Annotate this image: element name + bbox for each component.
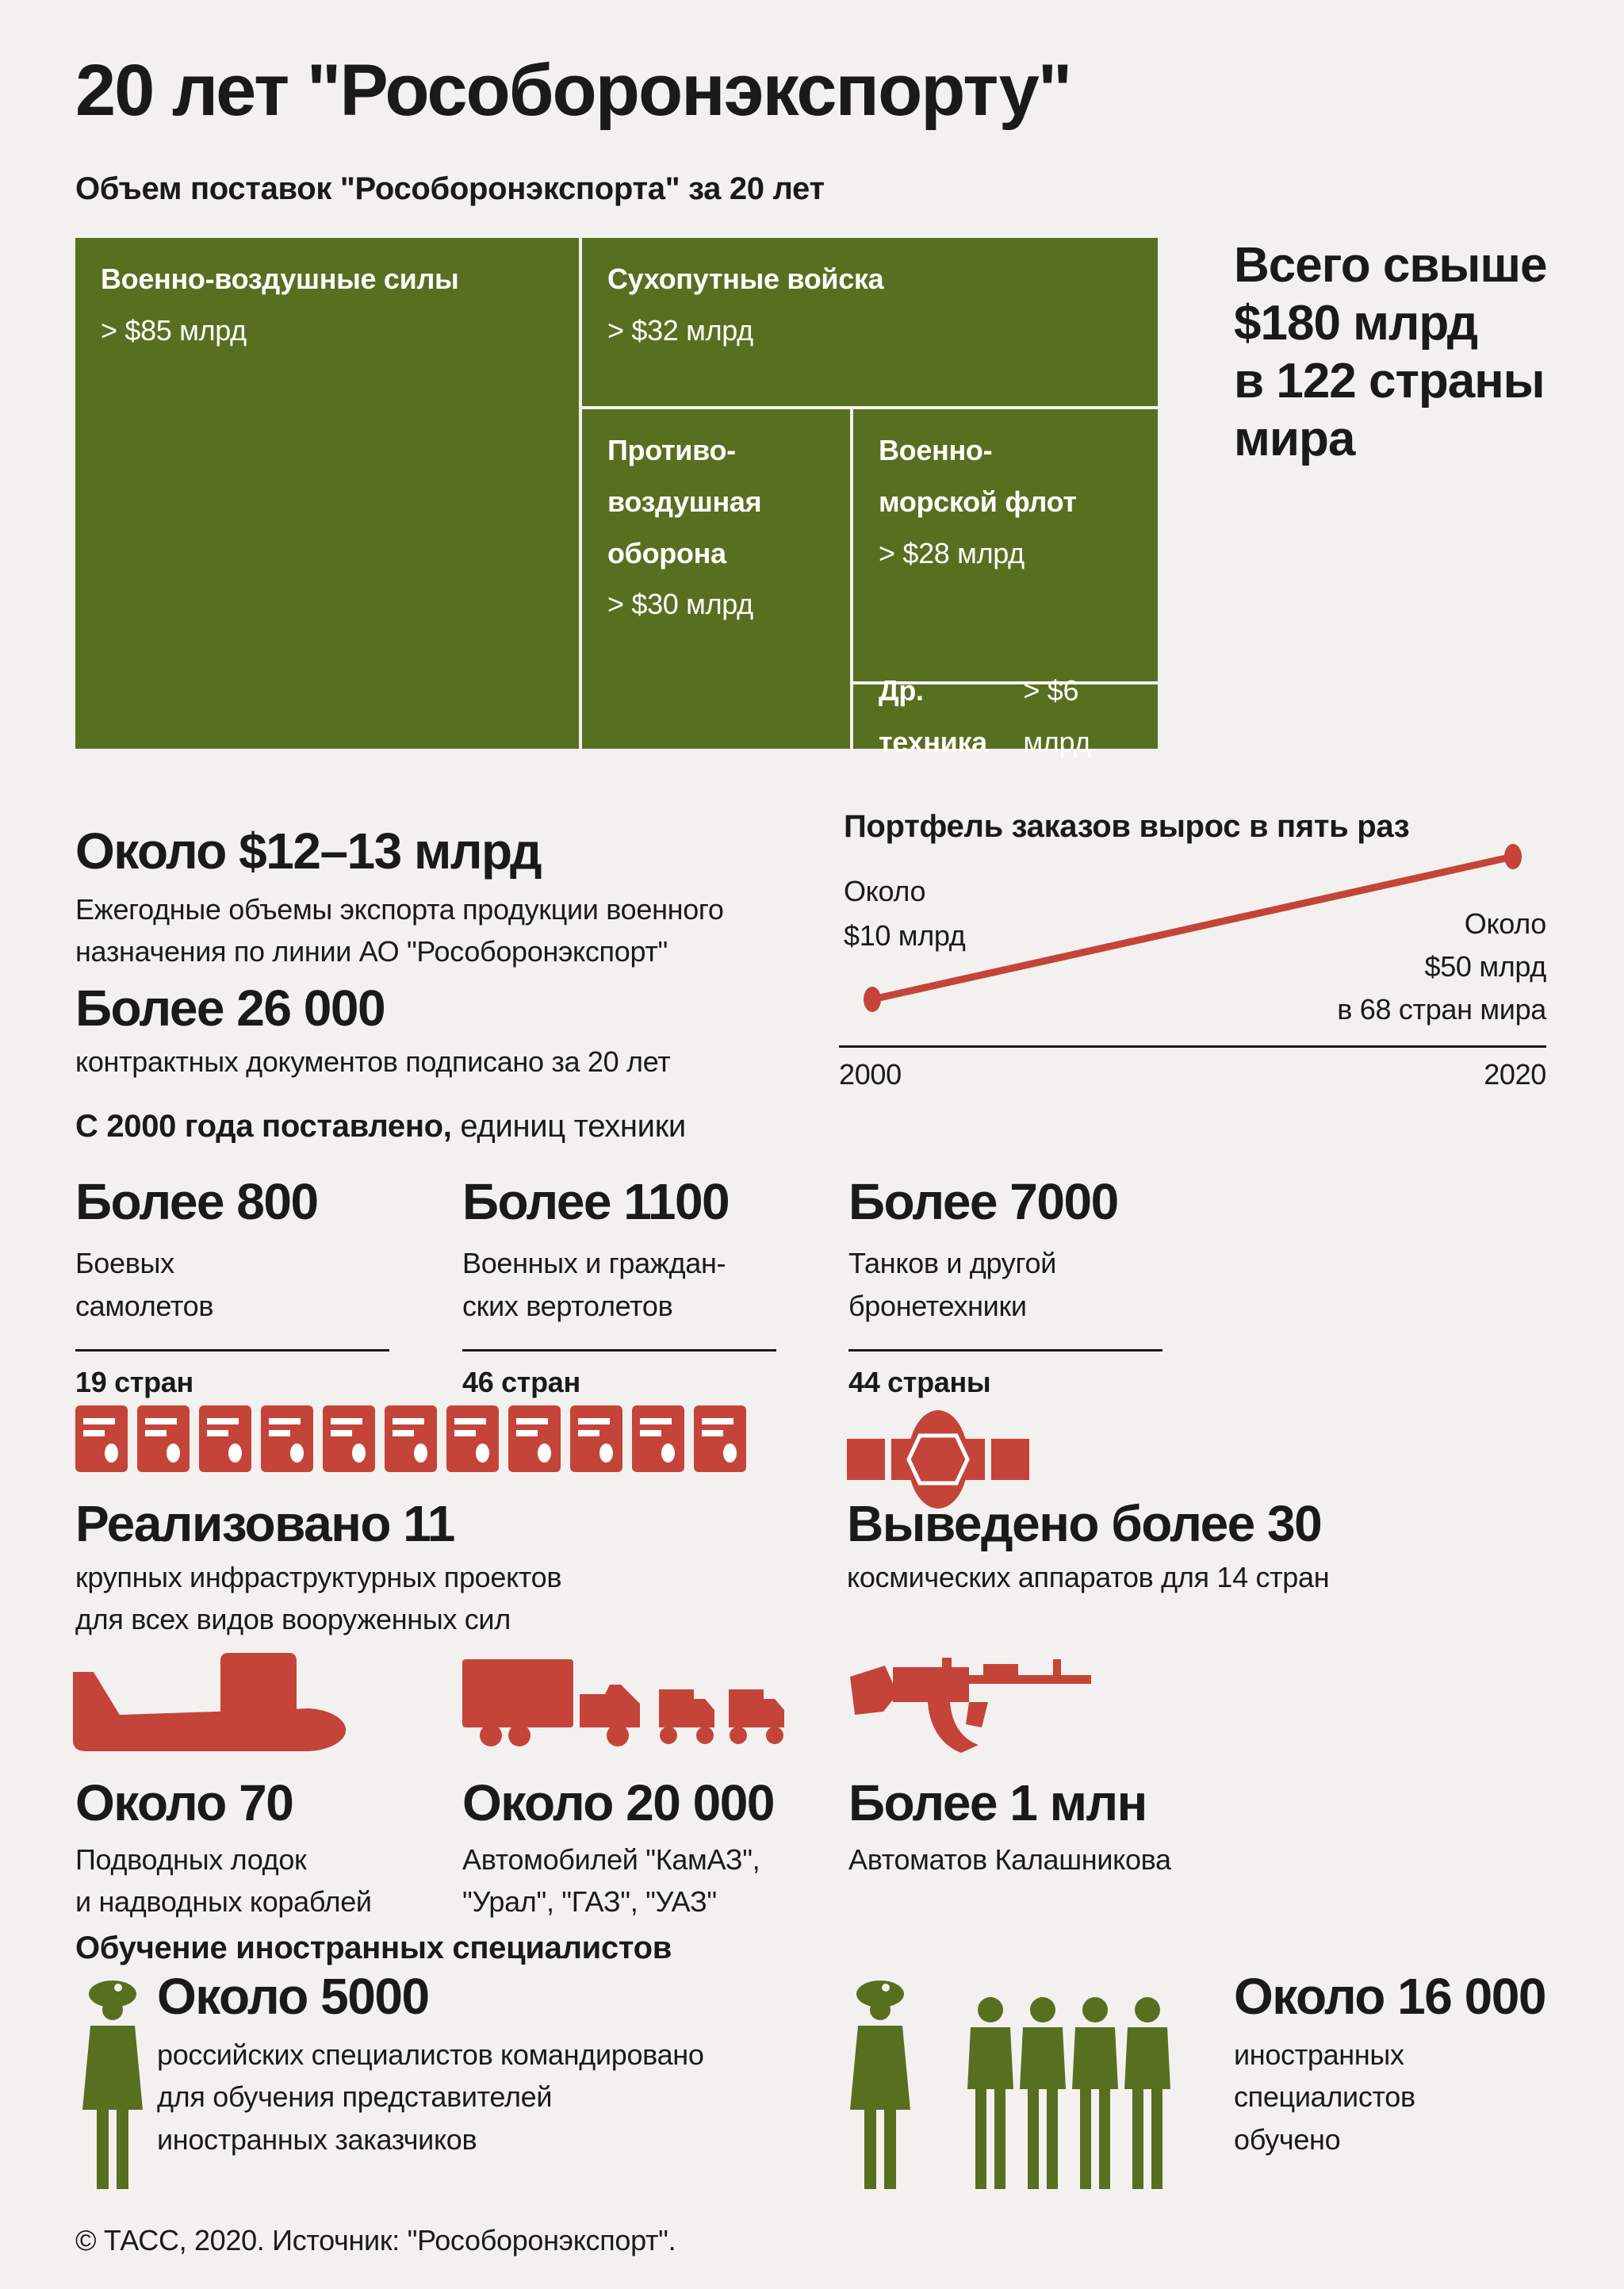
training-left-body-line: для обучения представителей <box>157 2080 553 2114</box>
supplied-body-line: Военных и граждан- <box>462 1247 726 1280</box>
supplied-header <box>75 1109 686 1144</box>
treemap-cell-label: воздушная <box>607 485 762 518</box>
rifles-headline: Более 1 млн <box>848 1774 1147 1831</box>
divider-rule <box>848 1349 1162 1352</box>
rifles-body: Автоматов Калашникова <box>848 1843 1171 1876</box>
supplied-headline: Более 1100 <box>462 1173 730 1230</box>
projects-body-line: крупных инфраструктурных проектов <box>75 1561 562 1593</box>
autos-headline: Около 20 000 <box>462 1774 774 1831</box>
supplied-body <box>462 1242 811 1327</box>
infrastructure-building-icon <box>323 1405 375 1472</box>
annual-export-body <box>75 888 724 973</box>
supplied-body <box>848 1242 1197 1327</box>
training-right-body-line: специалистов <box>1234 2080 1415 2114</box>
infrastructure-building-icon <box>75 1405 128 1472</box>
treemap-cell-value: > $85 млрд <box>101 313 247 347</box>
contracts-headline: Более 26 000 <box>75 980 385 1037</box>
training-left-headline: Около 5000 <box>157 1968 429 2025</box>
treemap-cell-label: Сухопутные войска <box>607 263 884 295</box>
space-headline: Выведено более 30 <box>847 1495 1322 1552</box>
treemap-cell-label: морской флот <box>879 485 1077 518</box>
infrastructure-building-icon <box>446 1405 499 1472</box>
contracts-body: контрактных документов подписано за 20 лет <box>75 1045 671 1078</box>
officer-icon-left <box>79 1975 146 2191</box>
autos-body-line: Автомобилей "КамАЗ", <box>462 1843 760 1876</box>
orders-point <box>864 987 881 1012</box>
treemap-cell-label: Противо- <box>607 434 736 466</box>
training-right-body-line: иностранных <box>1234 2038 1404 2071</box>
divider-rule <box>75 1349 389 1352</box>
treemap-cell-navy <box>853 409 1158 681</box>
supplied-countries: 19 стран <box>75 1365 193 1398</box>
supplied-header-bold: С 2000 года поставлено, <box>75 1109 452 1144</box>
supplied-countries: 46 стран <box>462 1365 580 1398</box>
orders-end-label-line: в 68 стран мира <box>1337 993 1546 1026</box>
orders-start-label-line: $10 млрд <box>844 918 966 952</box>
kalashnikov-rifle-icon <box>848 1648 1094 1767</box>
supplied-countries: 44 страны <box>848 1365 991 1398</box>
fleet-body-line: и надводных кораблей <box>75 1885 372 1919</box>
building-icons <box>75 1405 746 1472</box>
treemap-cell-other-equipment <box>853 673 1158 758</box>
supplied-body <box>75 1242 424 1327</box>
supplied-body-line: Танков и другой <box>848 1247 1056 1280</box>
person-icon <box>1124 1996 1170 2191</box>
training-header: Обучение иностранных специалистов <box>75 1931 672 1965</box>
officer-person-icon <box>79 1975 146 2191</box>
treemap-cell-value: > $30 млрд <box>607 588 753 621</box>
orders-point <box>1504 844 1522 869</box>
fleet-body <box>75 1838 372 1923</box>
autos-body-line: "Урал", "ГАЗ", "УАЗ" <box>462 1885 717 1919</box>
supplied-item-aircraft <box>75 1174 424 1399</box>
supplied-body-line: Боевых <box>75 1247 174 1280</box>
treemap-cell-value: > $28 млрд <box>879 536 1025 569</box>
total-callout-line: мира <box>1234 412 1355 467</box>
total-callout-line: Всего свыше <box>1234 238 1547 293</box>
autos-body <box>462 1838 760 1923</box>
training-right-body <box>1234 2034 1415 2161</box>
supplied-headline: Более 7000 <box>848 1173 1118 1230</box>
fleet-body-line: Подводных лодок <box>75 1843 307 1876</box>
infrastructure-building-icon <box>261 1405 313 1472</box>
infrastructure-building-icon <box>508 1405 561 1472</box>
supplied-item-helicopters <box>462 1174 811 1399</box>
treemap-cell-ground-forces <box>582 238 1158 406</box>
projects-headline: Реализовано 11 <box>75 1495 454 1552</box>
satellite-icon <box>847 1410 1029 1509</box>
supplied-item-tanks <box>848 1174 1197 1399</box>
infrastructure-building-icon <box>137 1405 190 1472</box>
orders-chart-title: Портфель заказов вырос в пять раз <box>844 809 1410 844</box>
supplied-body-line: ских вертолетов <box>462 1289 673 1322</box>
orders-x-axis <box>839 1045 1546 1048</box>
infrastructure-building-icon <box>570 1405 622 1472</box>
treemap-cell-label: оборона <box>607 536 726 569</box>
treemap-cell-label: Военно-воздушные силы <box>101 263 459 295</box>
projects-body <box>75 1556 561 1641</box>
annual-export-body-line: назначения по линии АО "Рособоронэкспорт" <box>75 935 668 968</box>
orders-tick-start: 2000 <box>839 1058 902 1091</box>
total-callout <box>1234 236 1591 469</box>
officer-icon-right <box>847 1975 914 2191</box>
training-left-body <box>157 2034 704 2161</box>
officer-person-icon <box>847 1975 914 2191</box>
divider-rule <box>462 1349 776 1352</box>
training-right-headline: Около 16 000 <box>1234 1968 1545 2025</box>
infrastructure-building-icon <box>694 1405 746 1472</box>
trucks-icon <box>462 1658 791 1753</box>
treemap-cell-value: > $32 млрд <box>607 313 753 347</box>
annual-export-headline: Около $12–13 млрд <box>75 822 542 880</box>
treemap-cell-air-defense <box>582 409 850 749</box>
trainee-group-icons <box>967 1996 1170 2191</box>
treemap-cell-label: Военно- <box>879 434 993 466</box>
treemap-cell-value: > $6 млрд <box>1023 673 1091 758</box>
footer-credit: © ТАСС, 2020. Источник: "Рособоронэкспорт". <box>75 2224 676 2256</box>
orders-tick-end: 2020 <box>1484 1058 1546 1091</box>
fleet-headline: Около 70 <box>75 1774 293 1831</box>
person-icon <box>1020 1996 1066 2191</box>
total-callout-line: в 122 страны <box>1234 354 1545 409</box>
infrastructure-building-icon <box>385 1405 437 1472</box>
supplied-header-rest: единиц техники <box>451 1109 686 1144</box>
infrastructure-building-icon <box>199 1405 251 1472</box>
supplied-body-line: самолетов <box>75 1289 214 1322</box>
orders-end-label-line: Около <box>1464 907 1546 940</box>
projects-body-line: для всех видов вооруженных сил <box>75 1603 511 1636</box>
treemap-cell-air-force <box>75 238 579 749</box>
treemap-header: Объем поставок "Рособоронэкспорта" за 20 лет <box>75 171 825 206</box>
total-callout-line: $180 млрд <box>1234 296 1478 351</box>
supplied-headline: Более 800 <box>75 1173 318 1230</box>
annual-export-body-line: Ежегодные объемы экспорта продукции военного <box>75 893 724 926</box>
infrastructure-building-icon <box>632 1405 684 1472</box>
orders-start-label-line: Около <box>844 875 926 907</box>
orders-start-label <box>844 869 965 958</box>
training-left-body-line: иностранных заказчиков <box>157 2122 477 2156</box>
training-left-body-line: российских специалистов командировано <box>157 2038 704 2071</box>
supplied-body-line: бронетехники <box>848 1289 1027 1322</box>
submarine-icon <box>73 1651 350 1753</box>
orders-end-label <box>1337 903 1546 1031</box>
training-right-body-line: обучено <box>1234 2122 1341 2156</box>
person-icon <box>967 1996 1013 2191</box>
space-body: космических аппаратов для 14 стран <box>847 1561 1330 1593</box>
person-icon <box>1072 1996 1118 2191</box>
treemap-cell-label: Др. техника <box>879 673 987 758</box>
page-title: 20 лет "Рособоронэкспорту" <box>75 50 1071 131</box>
treemap-chart <box>75 238 1158 758</box>
orders-end-label-line: $50 млрд <box>1424 950 1546 983</box>
